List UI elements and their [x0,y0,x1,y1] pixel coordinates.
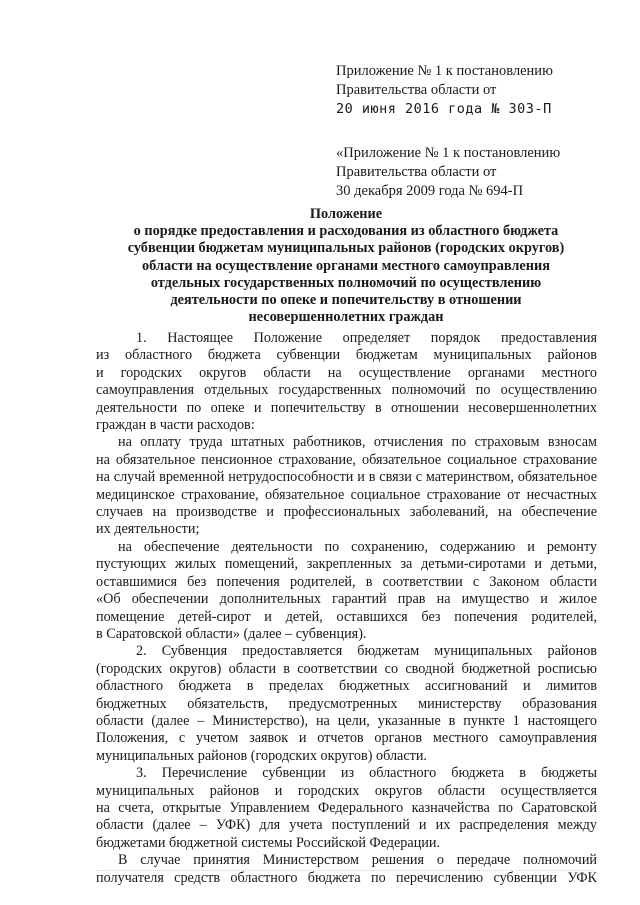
text-line: пустующих жилых помещений, закрепленных за детьми-сиротами и детьми, [96,556,597,573]
text-line: помещение детей-сирот и детей, оставшихся без попечения родителей, [96,608,597,625]
text-line: 3. Перечисление субвенции из областного бюджета в бюджеты [136,765,597,782]
title-heading: Положение [309,206,383,222]
text-line: муниципальных районов (городских округов) области. [96,747,427,764]
appendix-header-old [336,144,616,201]
paragraph-1 [96,330,597,434]
text-line: оставшимися без попечения родителей, в соответствии с Законом области [96,573,597,590]
text-line: деятельности по опеке и попечительству в отношении несовершеннолетних [96,399,597,416]
text-line: на обеспечение деятельности по сохранению, содержанию и ремонту [118,538,597,555]
paragraph-2 [96,643,597,765]
title-line: области на осуществление органами местного самоуправления [142,257,550,274]
text-line: муниципальных районов и городских округов области осуществляется [96,782,597,799]
text-line: в Саратовской области» (далее – субвенция). [96,625,367,642]
text-line: на оплату труда штатных работников, отчисления по страховым взносам [118,434,597,451]
text-line: бюджетами бюджетной системы Российской Федерации. [96,834,441,851]
text-line: 1. Настоящее Положение определяет порядок предоставления [136,330,597,346]
appendix-line-date: 30 декабря 2009 года № 694-П [336,183,524,199]
text-line: (городских округов) области в соответствии со сводной бюджетной росписью [96,660,597,677]
title-line: несовершеннолетних граждан [248,309,444,326]
appendix-line-date: 20 июня 2016 года № 303-П [336,101,552,117]
text-line: случаев на производстве и профессиональных заболеваний, на обеспечение [96,504,597,521]
text-line: «Об обеспечении дополнительных гарантий прав на имущество и жилое [96,591,597,608]
text-line: на счета, открытые Управлением Федерального казначейства по Саратовской [96,799,597,816]
text-line: области (далее – Министерство), на цели, указанные в пункте 1 настоящего [96,712,597,729]
text-line: В случае принятия Министерством решения о передаче полномочий [118,852,597,869]
appendix-header-new [336,62,616,119]
scan-artifact-divider [96,870,596,875]
paragraph-3 [96,765,597,852]
text-line: самоуправления отдельных государственных полномочий по осуществлению [96,382,597,399]
text-line: Положения, с учетом заявок и отчетов органов местного самоуправления [96,730,597,747]
text-line: их деятельности; [96,521,200,538]
text-line: на случай временной нетрудоспособности и в связи с материнством, обязательное [96,469,597,486]
paragraph-expenses-housing [96,539,597,643]
text-line: области (далее – УФК) для учета поступлений и их распределения между [96,817,597,834]
appendix-line: Правительства области от [336,82,497,98]
title-line: деятельности по опеке и попечительству в отношении [170,292,522,309]
document-title [96,206,596,326]
text-line: 2. Субвенция предоставляется бюджетам муниципальных районов [136,643,597,660]
appendix-line: «Приложение № 1 к постановлению [336,145,561,161]
document-body [96,330,597,887]
title-line: о порядке предоставления и расходования из областного бюджета [133,223,559,240]
title-line: отдельных государственных полномочий по осуществлению [150,274,542,291]
appendix-line: Приложение № 1 к постановлению [336,63,553,79]
text-line: на обязательное пенсионное страхование, обязательное социальное страхование [96,451,597,468]
paragraph-expenses-staff [96,434,597,538]
text-line: медицинское страхование, обязательное социальное страхование от несчастных [96,486,597,503]
text-line: и городских округов области на осуществление органами местного [96,364,597,381]
text-line: получателя средств областного бюджета по перечислению субвенции УФК [96,869,597,886]
text-line: областного бюджета в пределах бюджетных ассигнований и лимитов [96,678,597,695]
text-line: граждан в части расходов: [96,417,255,434]
title-line: субвенции бюджетам муниципальных районов (городских округов) [127,240,565,257]
appendix-line: Правительства области от [336,164,497,180]
text-line: из областного бюджета субвенции бюджетам муниципальных районов [96,347,597,364]
text-line: бюджетных обязательств, предусмотренных министерству образования [96,695,597,712]
